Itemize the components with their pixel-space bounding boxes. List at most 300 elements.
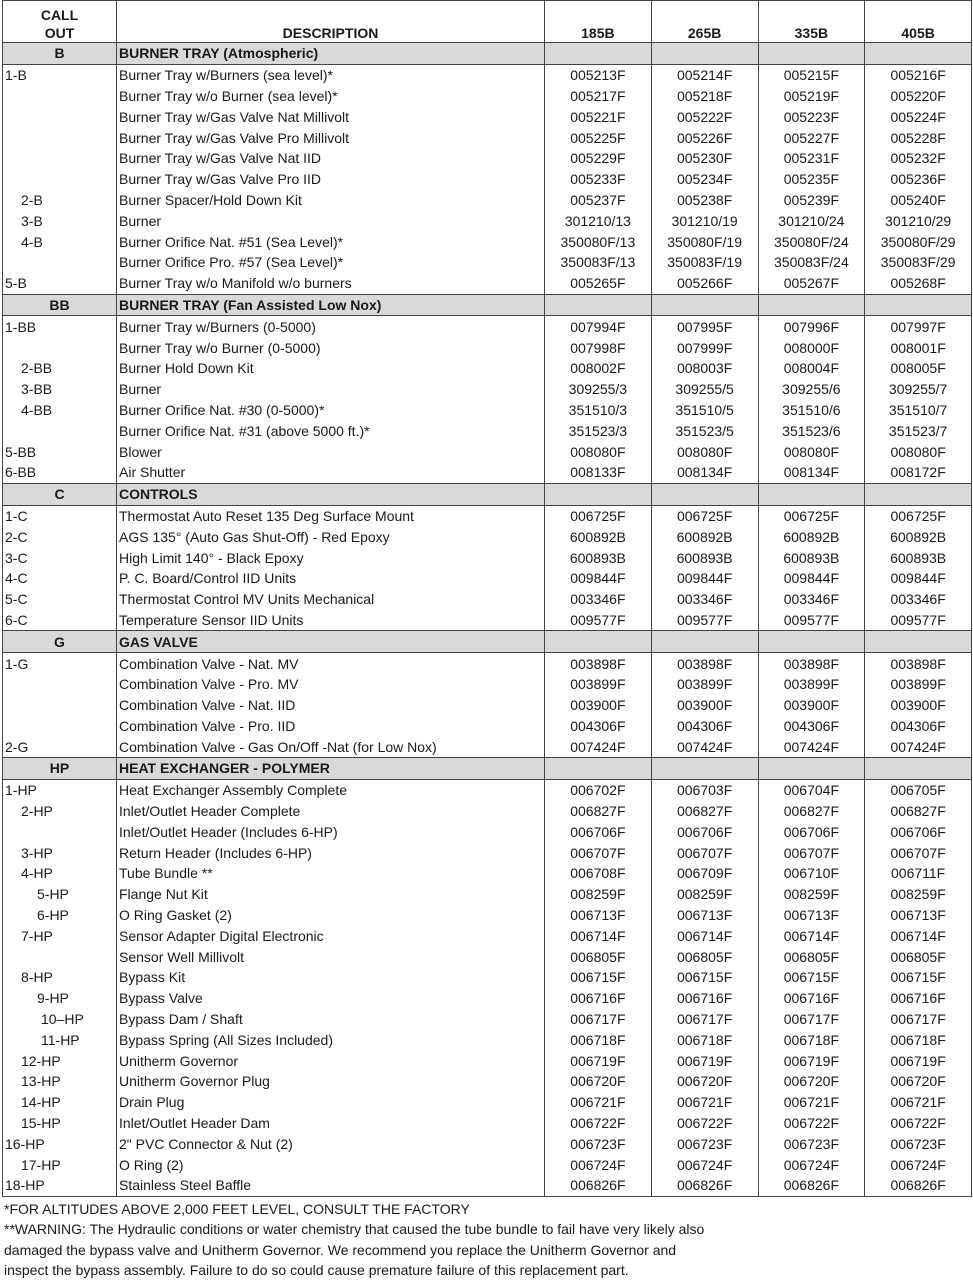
- part-number-335b: 003346F: [758, 589, 865, 610]
- part-number-185b: 005265F: [545, 273, 652, 294]
- section-empty-cell: [865, 43, 972, 65]
- part-number-185b: 006725F: [545, 505, 652, 526]
- callout-cell: [3, 252, 117, 273]
- table-row: [3, 64, 972, 85]
- table-row: [3, 716, 972, 737]
- section-code: G: [3, 631, 117, 653]
- section-empty-cell: [865, 758, 972, 780]
- part-number-265b: 309255/5: [651, 379, 758, 400]
- part-number-405b: 005216F: [865, 64, 972, 85]
- part-number-185b: 005213F: [545, 64, 652, 85]
- model-header-335b: 335B: [758, 1, 865, 43]
- table-row: [3, 736, 972, 757]
- description-cell: Inlet/Outlet Header Dam: [117, 1113, 545, 1134]
- section-title: HEAT EXCHANGER - POLYMER: [117, 758, 545, 780]
- part-number-185b: 350083F/13: [545, 252, 652, 273]
- part-number-405b: 005224F: [865, 106, 972, 127]
- callout-cell: 17-HP: [3, 1154, 117, 1175]
- table-row: [3, 653, 972, 674]
- part-number-265b: 007995F: [651, 316, 758, 337]
- table-row: [3, 526, 972, 547]
- part-number-185b: 008133F: [545, 462, 652, 483]
- description-cell: Burner Tray w/o Burner (sea level)*: [117, 86, 545, 107]
- part-number-335b: 350083F/24: [758, 252, 865, 273]
- part-number-185b: 005221F: [545, 106, 652, 127]
- part-number-405b: 003900F: [865, 695, 972, 716]
- part-number-335b: 600892B: [758, 526, 865, 547]
- part-number-335b: 003900F: [758, 695, 865, 716]
- parts-table: [2, 0, 972, 1197]
- part-number-335b: 006710F: [758, 863, 865, 884]
- section-title: BURNER TRAY (Atmospheric): [117, 43, 545, 65]
- description-cell: Burner: [117, 379, 545, 400]
- part-number-405b: 005268F: [865, 273, 972, 294]
- part-number-185b: 003898F: [545, 653, 652, 674]
- part-number-405b: 009577F: [865, 610, 972, 631]
- part-number-405b: 351510/7: [865, 400, 972, 421]
- callout-cell: 15-HP: [3, 1113, 117, 1134]
- section-empty-cell: [865, 631, 972, 653]
- part-number-265b: 006717F: [651, 1009, 758, 1030]
- part-number-405b: 005220F: [865, 86, 972, 107]
- part-number-405b: 006716F: [865, 988, 972, 1009]
- section-header-hp: [3, 758, 972, 780]
- table-row: [3, 106, 972, 127]
- table-row: [3, 801, 972, 822]
- part-number-405b: 309255/7: [865, 379, 972, 400]
- section-empty-cell: [865, 294, 972, 316]
- section-header-c: [3, 483, 972, 505]
- callout-cell: 8-HP: [3, 967, 117, 988]
- part-number-335b: 008134F: [758, 462, 865, 483]
- callout-cell: [3, 946, 117, 967]
- part-number-265b: 351510/5: [651, 400, 758, 421]
- table-row: [3, 358, 972, 379]
- callout-cell: 3-BB: [3, 379, 117, 400]
- section-empty-cell: [545, 758, 652, 780]
- part-number-335b: 351523/6: [758, 420, 865, 441]
- part-number-185b: 006826F: [545, 1175, 652, 1196]
- description-cell: Combination Valve - Gas On/Off -Nat (for Low Nox): [117, 736, 545, 757]
- section-empty-cell: [545, 631, 652, 653]
- part-number-265b: 008003F: [651, 358, 758, 379]
- part-number-265b: 006724F: [651, 1154, 758, 1175]
- section-header-b: [3, 43, 972, 65]
- part-number-335b: 005215F: [758, 64, 865, 85]
- table-row: [3, 1092, 972, 1113]
- callout-cell: [3, 821, 117, 842]
- part-number-335b: 351510/6: [758, 400, 865, 421]
- part-number-265b: 009844F: [651, 568, 758, 589]
- description-cell: Thermostat Control MV Units Mechanical: [117, 589, 545, 610]
- table-row: [3, 127, 972, 148]
- part-number-405b: 007997F: [865, 316, 972, 337]
- part-number-405b: 006717F: [865, 1009, 972, 1030]
- part-number-185b: 005233F: [545, 169, 652, 190]
- callout-cell: [3, 337, 117, 358]
- callout-cell: [3, 106, 117, 127]
- part-number-265b: 006718F: [651, 1029, 758, 1050]
- description-cell: Burner Tray w/Gas Valve Nat IID: [117, 148, 545, 169]
- description-header: DESCRIPTION: [117, 1, 545, 43]
- part-number-265b: 006827F: [651, 801, 758, 822]
- part-number-335b: 309255/6: [758, 379, 865, 400]
- part-number-405b: 006711F: [865, 863, 972, 884]
- part-number-185b: 600892B: [545, 526, 652, 547]
- part-number-405b: 006724F: [865, 1154, 972, 1175]
- section-title: GAS VALVE: [117, 631, 545, 653]
- table-row: [3, 400, 972, 421]
- callout-cell: 6-C: [3, 610, 117, 631]
- callout-cell: 5-C: [3, 589, 117, 610]
- part-number-335b: 006723F: [758, 1133, 865, 1154]
- description-cell: Return Header (Includes 6-HP): [117, 842, 545, 863]
- table-row: [3, 1050, 972, 1071]
- part-number-185b: 006722F: [545, 1113, 652, 1134]
- description-cell: Bypass Spring (All Sizes Included): [117, 1029, 545, 1050]
- part-number-405b: 006725F: [865, 505, 972, 526]
- part-number-405b: 006715F: [865, 967, 972, 988]
- table-row: [3, 441, 972, 462]
- footnotes: [2, 1199, 971, 1281]
- callout-cell: 1-C: [3, 505, 117, 526]
- part-number-185b: 009577F: [545, 610, 652, 631]
- part-number-185b: 006719F: [545, 1050, 652, 1071]
- part-number-185b: 006720F: [545, 1071, 652, 1092]
- part-number-185b: 006827F: [545, 801, 652, 822]
- table-row: [3, 589, 972, 610]
- table-row: [3, 946, 972, 967]
- part-number-185b: 600893B: [545, 547, 652, 568]
- part-number-265b: 006805F: [651, 946, 758, 967]
- part-number-185b: 003346F: [545, 589, 652, 610]
- part-number-265b: 006713F: [651, 905, 758, 926]
- part-number-185b: 007998F: [545, 337, 652, 358]
- description-cell: Stainless Steel Baffle: [117, 1175, 545, 1196]
- part-number-335b: 006722F: [758, 1113, 865, 1134]
- description-cell: Combination Valve - Nat. IID: [117, 695, 545, 716]
- description-cell: Tube Bundle **: [117, 863, 545, 884]
- callout-cell: 10–HP: [3, 1009, 117, 1030]
- callout-cell: [3, 695, 117, 716]
- part-number-405b: 350083F/29: [865, 252, 972, 273]
- part-number-185b: 309255/3: [545, 379, 652, 400]
- callout-cell: 1-BB: [3, 316, 117, 337]
- table-row: [3, 863, 972, 884]
- part-number-185b: 008002F: [545, 358, 652, 379]
- table-row: [3, 148, 972, 169]
- section-empty-cell: [545, 483, 652, 505]
- description-cell: Thermostat Auto Reset 135 Deg Surface Mount: [117, 505, 545, 526]
- table-row: [3, 505, 972, 526]
- part-number-185b: 006713F: [545, 905, 652, 926]
- part-number-335b: 006826F: [758, 1175, 865, 1196]
- table-row: [3, 169, 972, 190]
- part-number-405b: 008080F: [865, 441, 972, 462]
- description-cell: Inlet/Outlet Header (Includes 6-HP): [117, 821, 545, 842]
- part-number-265b: 350080F/19: [651, 231, 758, 252]
- part-number-265b: 003899F: [651, 674, 758, 695]
- description-cell: Burner Hold Down Kit: [117, 358, 545, 379]
- table-row: [3, 547, 972, 568]
- part-number-405b: 006707F: [865, 842, 972, 863]
- callout-cell: 2-C: [3, 526, 117, 547]
- part-number-185b: 006724F: [545, 1154, 652, 1175]
- part-number-405b: 301210/29: [865, 210, 972, 231]
- part-number-185b: 301210/13: [545, 210, 652, 231]
- description-cell: Burner Tray w/Burners (sea level)*: [117, 64, 545, 85]
- description-cell: Combination Valve - Pro. MV: [117, 674, 545, 695]
- table-row: [3, 1133, 972, 1154]
- callout-cell: 14-HP: [3, 1092, 117, 1113]
- description-cell: Bypass Kit: [117, 967, 545, 988]
- part-number-335b: 006707F: [758, 842, 865, 863]
- footnote-warning-line2: damaged the bypass valve and Unitherm Governor. We recommend you replace the Unitherm Governor and: [4, 1241, 677, 1258]
- callout-cell: 5-BB: [3, 441, 117, 462]
- part-number-405b: 003898F: [865, 653, 972, 674]
- section-empty-cell: [545, 294, 652, 316]
- section-empty-cell: [758, 631, 865, 653]
- part-number-185b: 006717F: [545, 1009, 652, 1030]
- part-number-405b: 006705F: [865, 779, 972, 800]
- description-cell: Burner Tray w/Gas Valve Pro IID: [117, 169, 545, 190]
- part-number-265b: 008080F: [651, 441, 758, 462]
- part-number-405b: 006714F: [865, 925, 972, 946]
- part-number-185b: 007424F: [545, 736, 652, 757]
- footnote-altitude: *FOR ALTITUDES ABOVE 2,000 FEET LEVEL, CONSULT THE FACTORY: [4, 1200, 470, 1217]
- callout-cell: [3, 127, 117, 148]
- part-number-335b: 005219F: [758, 86, 865, 107]
- section-empty-cell: [651, 483, 758, 505]
- section-header-g: [3, 631, 972, 653]
- callout-cell: 16-HP: [3, 1133, 117, 1154]
- part-number-405b: 006826F: [865, 1175, 972, 1196]
- section-empty-cell: [758, 294, 865, 316]
- section-empty-cell: [545, 43, 652, 65]
- part-number-265b: 006826F: [651, 1175, 758, 1196]
- table-header: [3, 1, 972, 43]
- part-number-335b: 005223F: [758, 106, 865, 127]
- description-cell: Sensor Adapter Digital Electronic: [117, 925, 545, 946]
- table-body: [3, 43, 972, 1197]
- part-number-265b: 005226F: [651, 127, 758, 148]
- table-row: [3, 695, 972, 716]
- part-number-185b: 006708F: [545, 863, 652, 884]
- part-number-185b: 006706F: [545, 821, 652, 842]
- description-cell: High Limit 140° - Black Epoxy: [117, 547, 545, 568]
- table-row: [3, 988, 972, 1009]
- description-cell: Temperature Sensor IID Units: [117, 610, 545, 631]
- part-number-405b: 008001F: [865, 337, 972, 358]
- table-row: [3, 779, 972, 800]
- description-cell: Combination Valve - Pro. IID: [117, 716, 545, 737]
- part-number-405b: 005228F: [865, 127, 972, 148]
- section-code: B: [3, 43, 117, 65]
- callout-cell: 12-HP: [3, 1050, 117, 1071]
- section-empty-cell: [651, 43, 758, 65]
- part-number-335b: 006714F: [758, 925, 865, 946]
- part-number-335b: 006827F: [758, 801, 865, 822]
- part-number-265b: 006719F: [651, 1050, 758, 1071]
- parts-list-sheet: [2, 0, 971, 1281]
- callout-cell: 4-B: [3, 231, 117, 252]
- part-number-335b: 006704F: [758, 779, 865, 800]
- callout-cell: [3, 169, 117, 190]
- table-row: [3, 86, 972, 107]
- model-header-265b: 265B: [651, 1, 758, 43]
- part-number-265b: 003898F: [651, 653, 758, 674]
- part-number-265b: 006716F: [651, 988, 758, 1009]
- part-number-405b: 007424F: [865, 736, 972, 757]
- part-number-335b: 009577F: [758, 610, 865, 631]
- part-number-185b: 006714F: [545, 925, 652, 946]
- callout-cell: [3, 148, 117, 169]
- part-number-265b: 003900F: [651, 695, 758, 716]
- part-number-185b: 008259F: [545, 884, 652, 905]
- part-number-265b: 006721F: [651, 1092, 758, 1113]
- part-number-335b: 600893B: [758, 547, 865, 568]
- part-number-335b: 005267F: [758, 273, 865, 294]
- table-row: [3, 1071, 972, 1092]
- part-number-265b: 005266F: [651, 273, 758, 294]
- description-cell: O Ring (2): [117, 1154, 545, 1175]
- part-number-185b: 004306F: [545, 716, 652, 737]
- model-header-185b: 185B: [545, 1, 652, 43]
- part-number-405b: 005232F: [865, 148, 972, 169]
- table-row: [3, 610, 972, 631]
- description-cell: P. C. Board/Control IID Units: [117, 568, 545, 589]
- part-number-405b: 006721F: [865, 1092, 972, 1113]
- table-row: [3, 316, 972, 337]
- part-number-405b: 006713F: [865, 905, 972, 926]
- part-number-405b: 003346F: [865, 589, 972, 610]
- description-cell: Inlet/Outlet Header Complete: [117, 801, 545, 822]
- description-cell: Heat Exchanger Assembly Complete: [117, 779, 545, 800]
- part-number-265b: 006714F: [651, 925, 758, 946]
- callout-cell: 11-HP: [3, 1029, 117, 1050]
- table-row: [3, 420, 972, 441]
- part-number-405b: 006723F: [865, 1133, 972, 1154]
- callout-cell: 4-BB: [3, 400, 117, 421]
- part-number-265b: 009577F: [651, 610, 758, 631]
- description-cell: Burner Orifice Nat. #51 (Sea Level)*: [117, 231, 545, 252]
- part-number-335b: 005227F: [758, 127, 865, 148]
- part-number-405b: 351523/7: [865, 420, 972, 441]
- description-cell: Air Shutter: [117, 462, 545, 483]
- callout-cell: 4-HP: [3, 863, 117, 884]
- part-number-335b: 005235F: [758, 169, 865, 190]
- part-number-265b: 006709F: [651, 863, 758, 884]
- table-row: [3, 273, 972, 294]
- part-number-335b: 003899F: [758, 674, 865, 695]
- table-row: [3, 967, 972, 988]
- table-row: [3, 252, 972, 273]
- callout-cell: 6-HP: [3, 905, 117, 926]
- callout-cell: 1-B: [3, 64, 117, 85]
- part-number-265b: 005218F: [651, 86, 758, 107]
- part-number-335b: 006725F: [758, 505, 865, 526]
- description-cell: Combination Valve - Nat. MV: [117, 653, 545, 674]
- table-row: [3, 905, 972, 926]
- part-number-335b: 006717F: [758, 1009, 865, 1030]
- part-number-265b: 350083F/19: [651, 252, 758, 273]
- table-row: [3, 1154, 972, 1175]
- description-cell: AGS 135° (Auto Gas Shut-Off) - Red Epoxy: [117, 526, 545, 547]
- table-row: [3, 1009, 972, 1030]
- part-number-185b: 007994F: [545, 316, 652, 337]
- table-row: [3, 842, 972, 863]
- callout-cell: 9-HP: [3, 988, 117, 1009]
- callout-cell: [3, 420, 117, 441]
- section-empty-cell: [758, 483, 865, 505]
- part-number-185b: 005229F: [545, 148, 652, 169]
- part-number-335b: 006713F: [758, 905, 865, 926]
- description-cell: Bypass Valve: [117, 988, 545, 1009]
- part-number-185b: 006715F: [545, 967, 652, 988]
- part-number-335b: 006706F: [758, 821, 865, 842]
- part-number-185b: 006718F: [545, 1029, 652, 1050]
- part-number-265b: 005234F: [651, 169, 758, 190]
- description-cell: Blower: [117, 441, 545, 462]
- description-cell: O Ring Gasket (2): [117, 905, 545, 926]
- part-number-265b: 008259F: [651, 884, 758, 905]
- part-number-335b: 006716F: [758, 988, 865, 1009]
- part-number-185b: 351523/3: [545, 420, 652, 441]
- part-number-185b: 005225F: [545, 127, 652, 148]
- description-cell: Burner Orifice Nat. #30 (0-5000)*: [117, 400, 545, 421]
- part-number-185b: 006721F: [545, 1092, 652, 1113]
- description-cell: Burner Orifice Nat. #31 (above 5000 ft.)*: [117, 420, 545, 441]
- table-row: [3, 1113, 972, 1134]
- footnote-warning-line3: inspect the bypass assembly. Failure to do so could cause premature failure of this replacement part.: [4, 1262, 629, 1279]
- callout-header-line1: CALL: [40, 7, 79, 23]
- part-number-265b: 007424F: [651, 736, 758, 757]
- section-code: HP: [3, 758, 117, 780]
- part-number-405b: 005240F: [865, 190, 972, 211]
- part-number-335b: 006719F: [758, 1050, 865, 1071]
- part-number-185b: 006707F: [545, 842, 652, 863]
- part-number-405b: 008259F: [865, 884, 972, 905]
- part-number-265b: 006703F: [651, 779, 758, 800]
- table-row: [3, 1029, 972, 1050]
- part-number-185b: 006716F: [545, 988, 652, 1009]
- part-number-265b: 006715F: [651, 967, 758, 988]
- part-number-265b: 006720F: [651, 1071, 758, 1092]
- part-number-405b: 005236F: [865, 169, 972, 190]
- part-number-405b: 600893B: [865, 547, 972, 568]
- part-number-185b: 006702F: [545, 779, 652, 800]
- part-number-335b: 006720F: [758, 1071, 865, 1092]
- table-row: [3, 231, 972, 252]
- part-number-405b: 006720F: [865, 1071, 972, 1092]
- part-number-335b: 005239F: [758, 190, 865, 211]
- part-number-265b: 005222F: [651, 106, 758, 127]
- callout-cell: 2-B: [3, 190, 117, 211]
- part-number-335b: 008000F: [758, 337, 865, 358]
- model-header-405b: 405B: [865, 1, 972, 43]
- description-cell: Burner Tray w/o Manifold w/o burners: [117, 273, 545, 294]
- part-number-405b: 006719F: [865, 1050, 972, 1071]
- callout-cell: 3-B: [3, 210, 117, 231]
- table-row: [3, 925, 972, 946]
- part-number-335b: 007424F: [758, 736, 865, 757]
- description-cell: Burner Tray w/Gas Valve Nat Millivolt: [117, 106, 545, 127]
- section-empty-cell: [758, 43, 865, 65]
- table-row: [3, 1175, 972, 1196]
- description-cell: Bypass Dam / Shaft: [117, 1009, 545, 1030]
- part-number-185b: 005217F: [545, 86, 652, 107]
- callout-cell: [3, 86, 117, 107]
